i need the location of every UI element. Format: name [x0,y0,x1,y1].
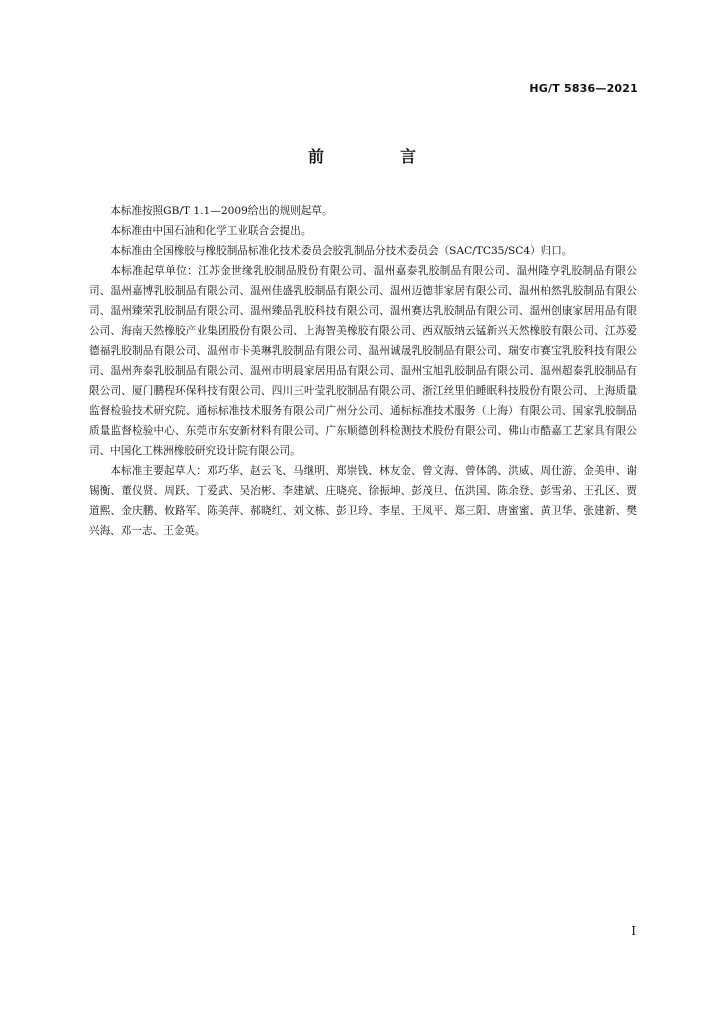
paragraph-proposer: 本标准由中国石油和化学工业联合会提出。 [110,225,312,237]
paragraph-drafting-units: 本标准起草单位：江苏金世缘乳胶制品股份有限公司、温州嘉泰乳胶制品有限公司、温州隆亨乳胶制品有限公司、温州嘉博乳胶制品有限公司、温州佳盛乳胶制品有限公司、温州迈德菲家居有限公司、温州柏然乳胶制品有限公司、温州臻荣乳胶制品有限公司、温州臻品乳胶科技有限公司、温州赛达乳胶制品有限公司、温州创康家居用品有限公司、海南天然橡胶产业集团股份有限公司、上海智美橡胶有限公司、西双版纳云锰新兴天然橡胶有限公司、江苏爱德福乳胶制品有限公司、温州市卡美琳乳胶制品有限公司、温州诚晟乳胶制品有限公司、瑞安市赛宝乳胶科技有限公司、温州奔泰乳胶制品有限公司、温州市明晨家居用品有限公司、温州宝旭乳胶制品有限公司、温州超泰乳胶制品有限公司、厦门鹏程环保科技有限公司、四川三叶莹乳胶制品有限公司、浙江丝里伯睡眠科技股份有限公司、上海质量监督检验技术研究院、通标标准技术服务有限公司广州分公司、通标标准技术服务（上海）有限公司、国家乳胶制品质量监督检验中心、东莞市东安新材料有限公司、广东顺德创科检测技术股份有限公司、佛山市酷嘉工艺家具有限公司、中国化工株洲橡胶研究设计院有限公司。 [89,265,637,457]
page-number: I [631,924,636,938]
paragraph-drafting-rules: 本标准按照GB/T 1.1—2009给出的规则起草。 [110,205,333,217]
paragraph-technical-committee: 本标准由全国橡胶与橡胶制品标准化技术委员会胶乳制品分技术委员会（SAC/TC35/SC4）归口。 [110,245,573,257]
standard-code: HG/T 5836—2021 [529,82,638,95]
paragraph-drafters: 本标准主要起草人：邓巧华、赵云飞、马继明、郑崇钱、林友金、曾文海、曾体鸽、洪威、周仕游、金美申、谢锡衡、董仪贤、周跃、丁爱武、吴冶彬、李建斌、庄晓亮、徐振坤、彭茂旦、伍洪国、陈余登、彭雪弟、王孔区、贾道熙、金庆鹏、攸路军、陈美萍、郝晓红、刘文栋、彭卫玲、李星、王凤平、郑三阳、唐蜜蜜、黄卫华、张建新、樊兴海、邓一志、王金英。 [89,465,637,537]
foreword-body [89,201,637,541]
section-title: 前 言 [307,147,446,166]
